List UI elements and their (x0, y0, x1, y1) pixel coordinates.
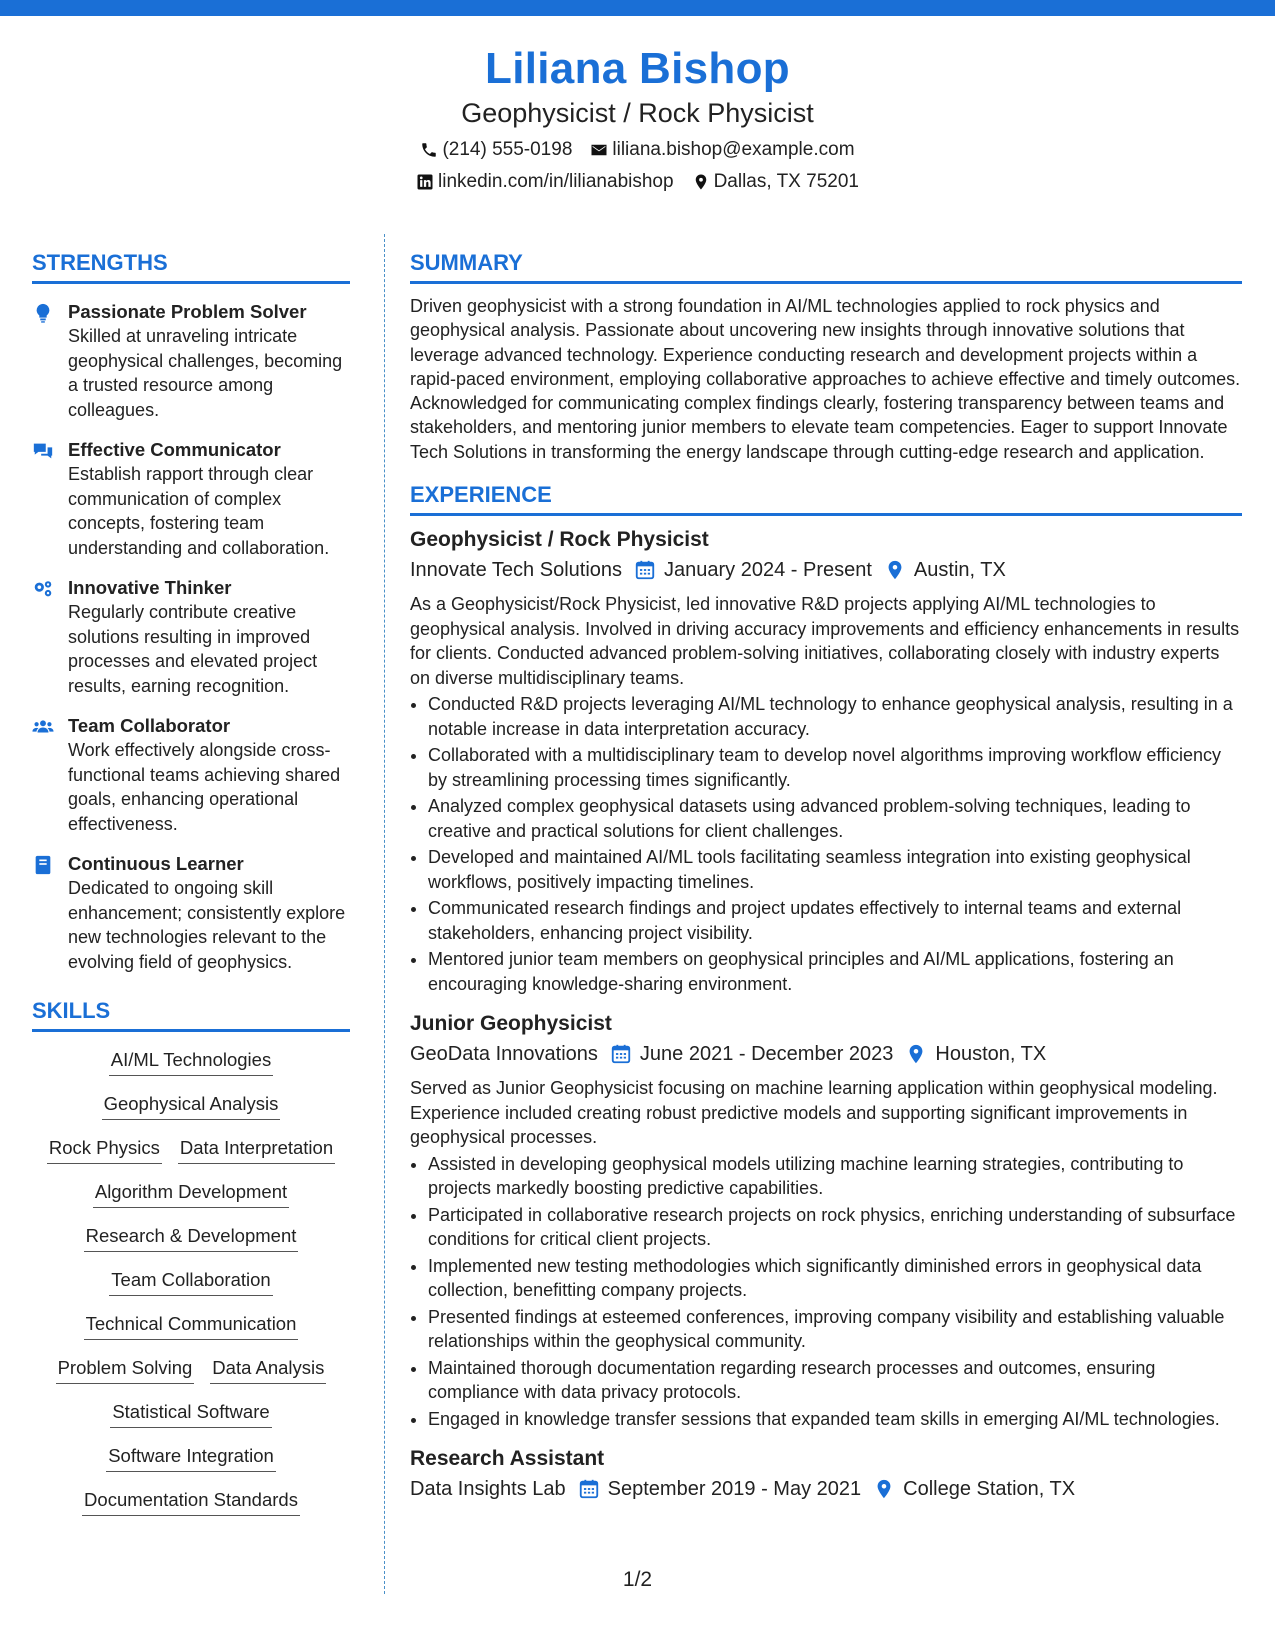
skill-tag: Software Integration (106, 1444, 276, 1472)
location-contact (692, 170, 859, 194)
skill-tag: Data Interpretation (178, 1136, 335, 1164)
job-entry (410, 1445, 1242, 1503)
list-item: • Implemented new testing methodologies which significantly diminished errors in geophysical data collection, benefitting company projects. (428, 1254, 1242, 1303)
job-dates: January 2024 - Present (664, 559, 872, 582)
job-dates: September 2019 - May 2021 (607, 1478, 862, 1501)
calendar-icon (634, 559, 656, 581)
job-title: Geophysicist / Rock Physicist (410, 528, 709, 552)
list-item: • Analyzed complex geophysical datasets using advanced problem-solving techniques, leading to creative and practical solutions for client challenges. (428, 794, 1242, 843)
job-bullets (410, 1152, 1242, 1432)
skill-tag: Rock Physics (47, 1136, 162, 1164)
right-column (410, 248, 1242, 1503)
top-accent-bar (0, 0, 1275, 16)
skill-tag: Research & Development (84, 1224, 299, 1252)
skill-tag: AI/ML Technologies (109, 1048, 273, 1076)
job-location: Austin, TX (913, 559, 1006, 582)
calendar-icon (578, 1478, 600, 1500)
strength-desc: Skilled at unraveling intricate geophysical challenges, becoming a trusted resource among colleagues. (68, 326, 343, 420)
strengths-heading: STRENGTHS (32, 248, 350, 284)
skill-tag: Statistical Software (110, 1400, 271, 1428)
strength-item (32, 852, 350, 974)
strength-title: Continuous Learner (68, 853, 244, 874)
skill-tag: Algorithm Development (93, 1180, 289, 1208)
linkedin-icon (416, 173, 434, 191)
job-description: As a Geophysicist/Rock Physicist, led innovative R&D projects applying AI/ML technologies to geophysical analysis. Involved in driving accuracy improvements and efficiency enhancements in results for clients. Conducted advanced problem-solving initiatives, collaborating closely with industry experts on diverse multidisciplinary teams. (410, 594, 1240, 688)
job-location: Houston, TX (935, 1043, 1047, 1066)
job-dates: June 2021 - December 2023 (639, 1043, 894, 1066)
skill-tag: Problem Solving (56, 1356, 195, 1384)
users-icon (32, 714, 68, 836)
skill-tag: Data Analysis (210, 1356, 326, 1384)
strength-desc: Regularly contribute creative solutions resulting in improved processes and elevated project results, earning recognition. (68, 602, 318, 696)
company-name: Innovate Tech Solutions (410, 559, 623, 582)
list-item: • Participated in collaborative research projects on rock physics, enriching understanding of subsurface conditions for critical client projects. (428, 1203, 1242, 1252)
strength-item (32, 714, 350, 836)
job-title: Research Assistant (410, 1447, 605, 1471)
experience-heading: EXPERIENCE (410, 480, 1242, 516)
list-item: • Presented findings at esteemed conferences, improving company visibility and establishing valuable relationships within the geophysical community. (428, 1305, 1242, 1354)
company-name: GeoData Innovations (410, 1043, 598, 1066)
job-meta (410, 556, 1242, 584)
skills-heading: SKILLS (32, 996, 350, 1032)
candidate-name: Liliana Bishop (485, 44, 790, 93)
job-meta (410, 1475, 1242, 1503)
summary-text: Driven geophysicist with a strong foundation in AI/ML technologies applied to rock physics and geophysical analysis. Passionate about uncovering new insights through innovative solutions that leverage advanced technology. Experience conducting research and development projects within a rapid-paced environment, employing collaborative approaches to achieve effective and timely outcomes. Acknowledged for communicating complex findings clearly, fostering transparency between teams and stakeholders, and mentoring junior members to elevate team competencies. Eager to support Innovate Tech Solutions in transforming the energy landscape through cutting-edge research and application. (410, 296, 1241, 462)
job-description: Served as Junior Geophysicist focusing on machine learning application within geophysical modeling. Experience included creating robust predictive models and supporting significant improvements in geophysical processes. (410, 1078, 1218, 1148)
strength-item (32, 300, 350, 422)
linkedin-contact[interactable] (416, 170, 674, 194)
list-item: • Maintained thorough documentation regarding research processes and outcomes, ensuring compliance with data privacy protocols. (428, 1356, 1242, 1405)
resume-header (0, 42, 1275, 194)
job-entry (410, 526, 1242, 996)
skill-tag: Technical Communication (84, 1312, 299, 1340)
map-pin-icon (692, 173, 710, 191)
strength-desc: Dedicated to ongoing skill enhancement; consistently explore new technologies relevant to the evolving field of geophysics. (68, 878, 346, 972)
list-item: • Collaborated with a multidisciplinary team to develop novel algorithms improving workflow efficiency by streamlining processing times significantly. (428, 743, 1242, 792)
list-item: • Assisted in developing geophysical models utilizing machine learning strategies, contributing to projects markedly boosting predictive capabilities. (428, 1152, 1242, 1201)
gears-icon (32, 576, 68, 698)
job-title: Junior Geophysicist (410, 1012, 612, 1036)
strength-desc: Establish rapport through clear communication of complex concepts, fostering team understanding and collaboration. (68, 464, 330, 558)
strength-item (32, 438, 350, 560)
list-item: • Communicated research findings and project updates effectively to internal teams and external stakeholders, enhancing project visibility. (428, 896, 1242, 945)
calendar-icon (610, 1043, 632, 1065)
skill-tag: Geophysical Analysis (102, 1092, 281, 1120)
phone-text: (214) 555-0198 (442, 139, 573, 160)
list-item: • Developed and maintained AI/ML tools facilitating seamless integration into existing geophysical workflows, positively impacting timelines. (428, 845, 1242, 894)
strength-title: Effective Communicator (68, 439, 281, 460)
book-icon (32, 852, 68, 974)
lightbulb-icon (32, 300, 68, 422)
email-contact[interactable] (590, 138, 854, 162)
contact-row-1 (0, 138, 1275, 162)
strength-title: Passionate Problem Solver (68, 301, 307, 322)
list-item: • Mentored junior team members on geophysical principles and AI/ML applications, fostering an encouraging knowledge-sharing environment. (428, 947, 1242, 996)
skills-list (32, 1048, 350, 1516)
job-location: College Station, TX (903, 1478, 1076, 1501)
strength-desc: Work effectively alongside cross-functional teams achieving shared goals, enhancing operational effectiveness. (68, 740, 341, 834)
company-name: Data Insights Lab (410, 1478, 566, 1501)
linkedin-text: linkedin.com/in/lilianabishop (438, 171, 674, 192)
phone-icon (420, 141, 438, 159)
list-item: • Engaged in knowledge transfer sessions that expanded team skills in emerging AI/ML technologies. (428, 1407, 1242, 1432)
location-text: Dallas, TX 75201 (713, 171, 859, 192)
candidate-title: Geophysicist / Rock Physicist (461, 98, 814, 128)
page-number: 1/2 (622, 1568, 653, 1591)
skill-tag: Team Collaboration (109, 1268, 272, 1296)
email-text: liliana.bishop@example.com (612, 139, 855, 160)
map-pin-icon (884, 559, 906, 581)
map-pin-icon (905, 1043, 927, 1065)
job-entry (410, 1010, 1242, 1431)
left-column (32, 248, 350, 1532)
list-item: • Conducted R&D projects leveraging AI/ML technology to enhance geophysical analysis, resulting in a notable increase in data interpretation accuracy. (428, 692, 1242, 741)
contact-row-2 (0, 170, 1275, 194)
strength-title: Innovative Thinker (68, 577, 232, 598)
job-bullets (410, 692, 1242, 996)
job-meta (410, 1040, 1242, 1068)
strength-item (32, 576, 350, 698)
envelope-icon (590, 141, 608, 159)
skill-tag: Documentation Standards (82, 1488, 300, 1516)
chat-bubbles-icon (32, 438, 68, 560)
column-divider (384, 234, 385, 1594)
map-pin-icon (873, 1478, 895, 1500)
summary-heading: SUMMARY (410, 248, 1242, 284)
phone-contact[interactable] (420, 138, 572, 162)
strength-title: Team Collaborator (68, 715, 231, 736)
